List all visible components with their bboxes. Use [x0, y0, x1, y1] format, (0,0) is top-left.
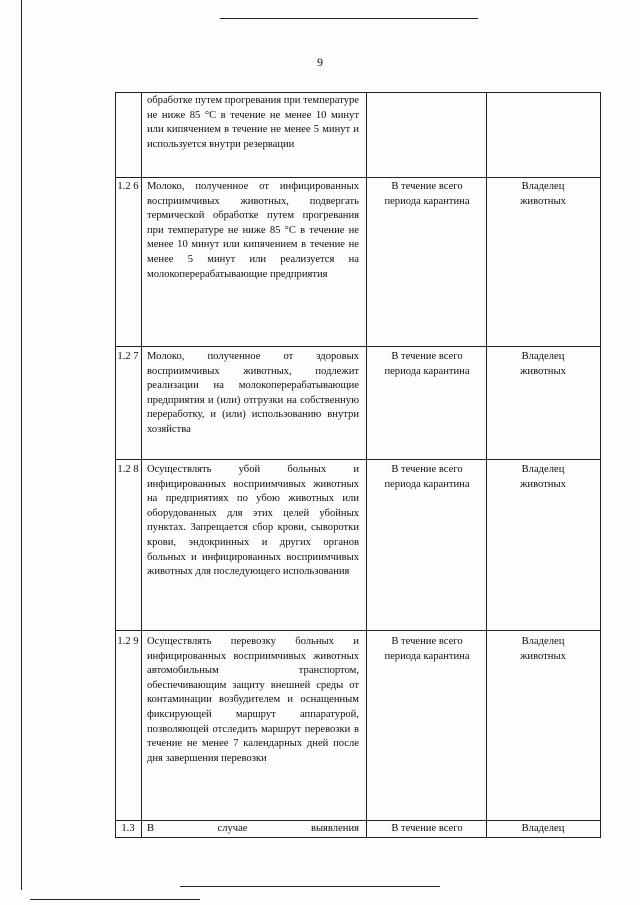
action-cell — [147, 822, 359, 837]
term-cell: В течение всего периода карантина — [384, 181, 470, 207]
scan-line-bottom-2 — [30, 899, 200, 900]
responsible-cell: Владелец животных — [520, 636, 566, 662]
responsible-cell: Владелец животных — [520, 351, 566, 377]
responsible-cell: Владелец — [521, 823, 565, 834]
action-cell: обработке путем прогревания при температуре не ниже 85 °С в течение не менее 10 минут или кипячением в течение не менее 5 минут и используется внутри резервации — [147, 95, 359, 150]
table-border-bottom — [115, 837, 601, 838]
action-text: В случае выявления — [147, 823, 359, 834]
action-cell: Осуществлять перевозку больных и инфицированных восприимчивых животных автомобильным транспортом, обеспечивающим защиту внешней среды от контаминации возбудителем и оснащенным фиксирующей маршрут аппаратурой, позволяющей отследить маршрут перевозки в течение не менее 7 календарных дней после дня завершения перевозки — [147, 636, 359, 764]
scan-line-left — [21, 0, 22, 890]
row-number-cell: 1.3 — [121, 823, 135, 834]
row-number-cell: 1.2 8 — [117, 464, 139, 475]
term-cell: В течение всего периода карантина — [384, 464, 470, 490]
action-cell: Осуществлять убой больных и инфицированных восприимчивых животных на предприятиях по убою животных или оборудованных для этих целей убойных пунктах. Запрещается сбор крови, сыворотки крови, эндокринных и других органов больных и инфицированных восприимчивых животных для последующего использования — [147, 464, 359, 578]
table-divider-num — [141, 92, 142, 838]
scan-line-bottom — [180, 886, 440, 887]
row-separator — [115, 346, 601, 347]
table-border-top — [115, 92, 601, 93]
row-number-cell: 1.2 6 — [117, 181, 139, 192]
page-number: 9 — [317, 55, 323, 69]
row-separator — [115, 630, 601, 631]
table-divider-term — [486, 92, 487, 838]
row-separator — [115, 820, 601, 821]
table-border-left — [115, 92, 116, 838]
table-divider-action — [366, 92, 367, 838]
term-cell: В течение всего — [391, 823, 463, 834]
action-cell: Молоко, полученное от здоровых восприимчивых животных, подлежит реализации на молокоперерабатывающие предприятия и (или) отгрузки на собственную переработку, и (или) использованию внутри хозяйства — [147, 351, 359, 435]
row-separator — [115, 177, 601, 178]
term-cell: В течение всего периода карантина — [384, 636, 470, 662]
row-separator — [115, 459, 601, 460]
row-number-cell: 1.2 7 — [117, 351, 139, 362]
action-cell: Молоко, полученное от инфицированных восприимчивых животных, подвергать термической обработке путем прогревания при температуре не ниже 85 °С в течение не менее 10 минут или кипячением в течение не менее 5 минут или реализуется на молокоперерабатывающие предприятия — [147, 181, 359, 280]
row-number-cell: 1.2 9 — [117, 636, 139, 647]
table-border-right — [600, 92, 601, 838]
scan-line-top — [220, 18, 478, 19]
responsible-cell: Владелец животных — [520, 181, 566, 207]
term-cell: В течение всего периода карантина — [384, 351, 470, 377]
responsible-cell: Владелец животных — [520, 464, 566, 490]
